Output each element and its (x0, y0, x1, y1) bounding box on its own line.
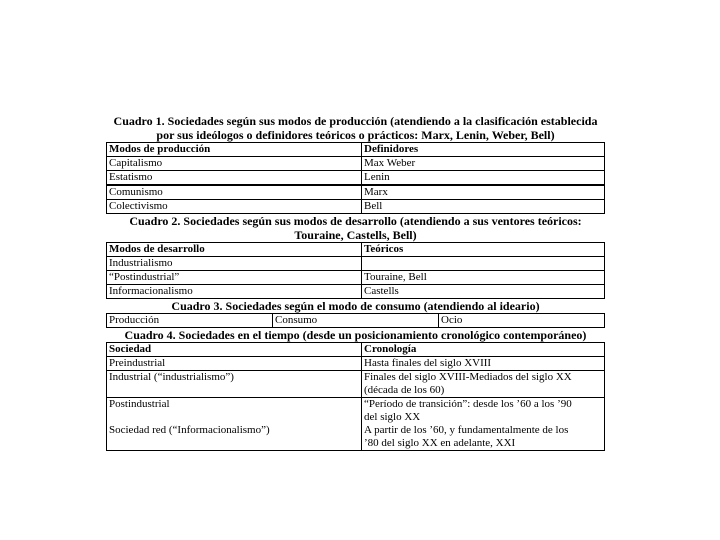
cuadro1-table (106, 142, 605, 214)
table-cell: Preindustrial (107, 357, 362, 371)
header-cell: Teóricos (362, 243, 605, 257)
cuadro2-caption (106, 214, 605, 242)
cuadro2-caption-line2: Touraine, Castells, Bell) (294, 228, 417, 242)
table-cell: Estatismo (107, 171, 362, 186)
cuadro1-caption-line1: Cuadro 1. Sociedades según sus modos de producción (atendiendo a la clasificación establecida (113, 114, 598, 128)
table-header-row (107, 343, 605, 357)
table-cell: Industrialismo (107, 257, 362, 271)
table-cell: Colectivismo (107, 200, 362, 214)
cell-line: Sociedad red (“Informacionalismo”) (109, 424, 270, 436)
cuadro1-caption (106, 114, 605, 142)
table-cell: Touraine, Bell (362, 271, 605, 285)
table-cell (362, 371, 605, 398)
cuadro1-caption-line2: por sus ideólogos o definidores teóricos o prácticos: Marx, Lenin, Weber, Bell) (156, 128, 555, 142)
table-cell (362, 257, 605, 271)
cell-line: del siglo XX (364, 411, 421, 423)
table-cell: Ocio (439, 314, 605, 328)
table-cell: Consumo (273, 314, 439, 328)
table-cell (107, 398, 362, 451)
cuadro2-table (106, 242, 605, 299)
cell-line: (década de los 60) (364, 384, 445, 396)
header-cell: Modos de producción (107, 143, 362, 157)
header-cell: Cronología (362, 343, 605, 357)
table-row (107, 257, 605, 271)
cuadro2-caption-line1: Cuadro 2. Sociedades según sus modos de desarrollo (atendiendo a sus ventores teóricos: (129, 214, 582, 228)
table-cell: Capitalismo (107, 157, 362, 171)
cuadro4-table (106, 342, 605, 451)
table-row (107, 357, 605, 371)
table-row (107, 285, 605, 299)
table-row (107, 157, 605, 171)
table-row (107, 314, 605, 328)
table-row (107, 371, 605, 398)
cuadro3-table (106, 313, 605, 328)
cell-line: Finales del siglo XVIII-Mediados del siglo XX (364, 371, 572, 383)
table-cell: Hasta finales del siglo XVIII (362, 357, 605, 371)
table-row (107, 271, 605, 285)
table-header-row (107, 243, 605, 257)
table-row (107, 171, 605, 186)
cell-line: ’80 del siglo XX en adelante, XXI (364, 437, 516, 449)
header-cell: Definidores (362, 143, 605, 157)
cuadro3-caption: Cuadro 3. Sociedades según el modo de consumo (atendiendo al ideario) (171, 299, 540, 313)
table-cell (362, 398, 605, 451)
table-cell: Marx (362, 185, 605, 200)
cell-line: A partir de los ’60, y fundamentalmente de los (364, 424, 569, 436)
table-cell: Comunismo (107, 185, 362, 200)
table-row (107, 185, 605, 200)
cuadro4-caption: Cuadro 4. Sociedades en el tiempo (desde un posicionamiento cronológico contemporáneo) (124, 328, 587, 342)
document-page (106, 114, 605, 451)
table-row (107, 200, 605, 214)
table-cell: Lenin (362, 171, 605, 186)
table-header-row (107, 143, 605, 157)
cell-spacer (109, 411, 359, 424)
header-cell: Modos de desarrollo (107, 243, 362, 257)
header-cell: Sociedad (107, 343, 362, 357)
table-cell: Producción (107, 314, 273, 328)
table-cell: Max Weber (362, 157, 605, 171)
cell-line: Postindustrial (109, 398, 170, 410)
table-cell: Castells (362, 285, 605, 299)
table-cell: Industrial (“industrialismo”) (107, 371, 362, 398)
table-cell: “Postindustrial” (107, 271, 362, 285)
cell-line: “Período de transición”: desde los ’60 a los ’90 (364, 398, 572, 410)
table-row (107, 398, 605, 451)
table-cell: Bell (362, 200, 605, 214)
table-cell: Informacionalismo (107, 285, 362, 299)
